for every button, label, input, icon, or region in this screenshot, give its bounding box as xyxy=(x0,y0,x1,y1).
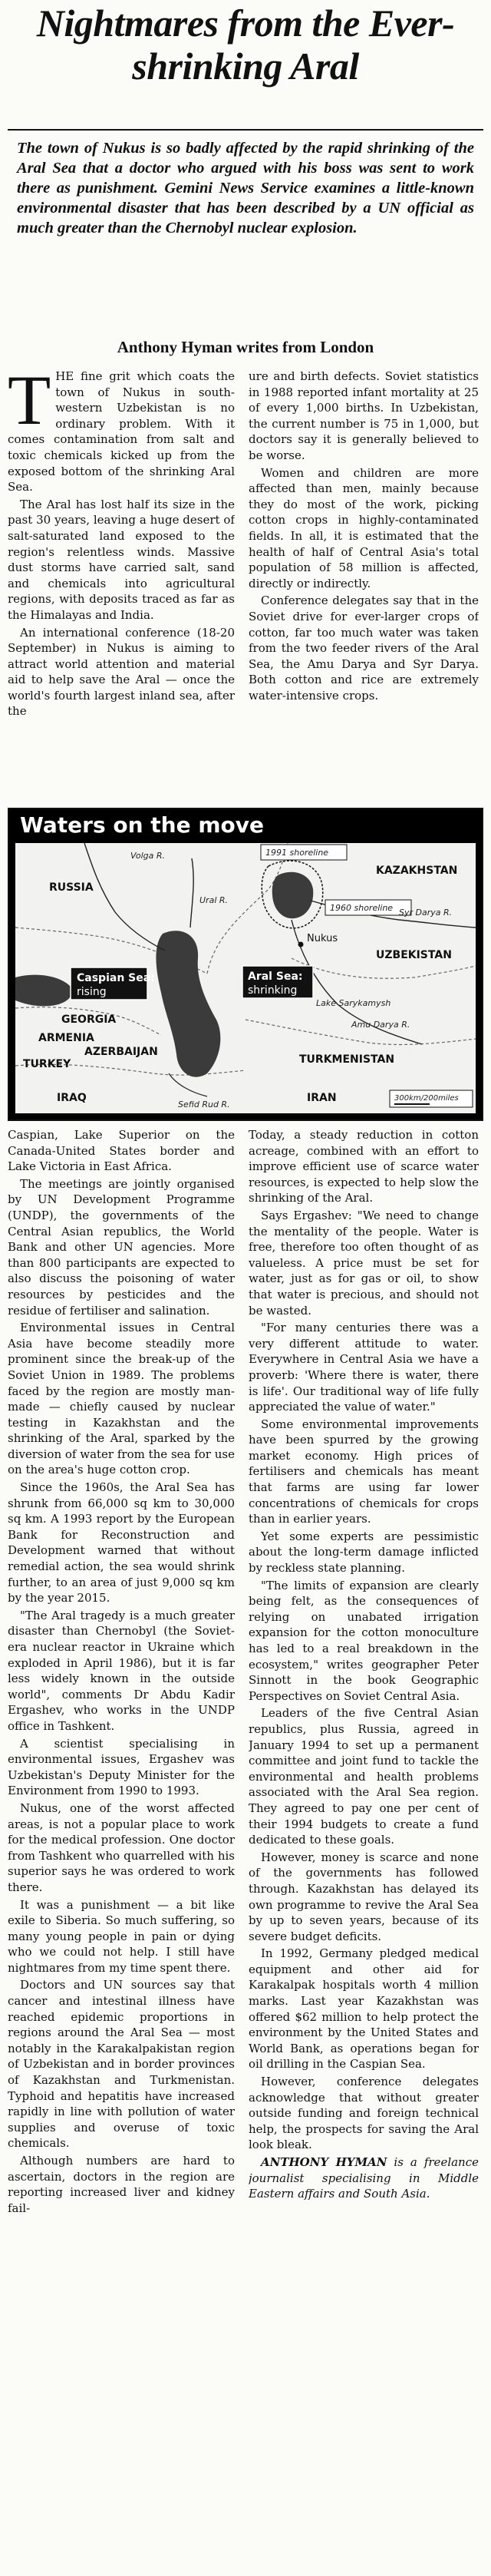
caspian-callout-state: rising xyxy=(77,986,107,998)
paragraph: "The limits of expansion are clearly being felt, as the consequences of relying on unabated irrigation expansion for the cotton monoculture has led to a real breakdown in the ecosystem," writes geographer Peter Sinnott in the book Geographic Perspectives on Soviet Central Asia. xyxy=(249,1578,479,1703)
aral-callout-title: Aral Sea: xyxy=(248,971,303,983)
paragraph: Since the 1960s, the Aral Sea has shrunk from 66,000 sq km to 30,000 sq km. A 1993 report by the European Bank for Reconstruction and Development warned that without remedial action, the sea would shrink further, to an area of just 9,000 sq km by the year 2015. xyxy=(8,1480,235,1605)
label-turkey: TURKEY xyxy=(23,1058,71,1070)
paragraph: Leaders of the five Central Asian republics, plus Russia, agreed in January 1994 to set up a permanent committee and joint fund to tackle the environmental and health problems associated with the Aral Sea region. They agreed to pay one per cent of their 1994 budgets to create a fund dedicated to these goals. xyxy=(249,1706,479,1847)
paragraph: "For many centuries there was a very different attitude to water. Everywhere in Central Asia we have a proverb: 'Where there is water, there is life'. Our traditional way of life fully appreciated the value of water." xyxy=(249,1321,479,1414)
paragraph: Caspian, Lake Superior on the Canada-United States border and Lake Victoria in East Africa. xyxy=(8,1128,235,1174)
paragraph: An international conference (18-20 September) in Nukus is aiming to attract world attention and material aid to help save the Aral — once the world's fourth largest inland sea, after the xyxy=(8,625,235,719)
label-azerbaijan: AZERBAIJAN xyxy=(84,1046,158,1058)
article-column-3 xyxy=(8,1127,235,2569)
paragraph: In 1992, Germany pledged medical equipment and other aid for Karakalpak hospitals worth 4 million marks. Last year Kazakhstan was offered $62 million to help protect the environment by the United States and World Bank, as operations began for oil drilling in the Caspian Sea. xyxy=(249,1946,479,2072)
paragraph: Although numbers are hard to ascertain, doctors in the region are reporting increased liver and kidney fail- xyxy=(8,2154,235,2215)
paragraph: THE fine grit which coats the town of Nukus in south-western Uzbekistan is no ordinary problem. With it comes contamination from salt and toxic chemicals kicked up from the exposed bottom of the shrinking Aral Sea. xyxy=(8,369,235,494)
article-column-1 xyxy=(8,369,235,799)
paragraph: Environmental issues in Central Asia have become steadily more prominent since the break-up of the Soviet Union in 1989. The problems faced by the region are mostly man-made — chiefly caused by nuclear testing in Kazakhstan and the shrinking of the Aral, sparked by the diversion of water from the sea for use on the area's huge cotton crop. xyxy=(8,1321,235,1477)
label-sefid-rud-river: Sefid Rud R. xyxy=(178,1100,230,1109)
paragraph: A scientist specialising in environmental issues, Ergashev was Uzbekistan's Deputy Minister for the Environment from 1990 to 1993. xyxy=(8,1736,235,1798)
label-uzbekistan: UZBEKISTAN xyxy=(376,949,452,961)
paragraph: However, conference delegates acknowledge that without greater outside funding and foreign technical help, the prospects for saving the Aral look bleak. xyxy=(249,2075,479,2152)
scale-label: 300km/200miles xyxy=(394,1094,459,1103)
headline: Nightmares from the Ever-shrinking Aral xyxy=(36,2,455,88)
standfirst: The town of Nukus is so badly affected by the rapid shrinking of the Aral Sea that a doctor who argued with his boss was sent to work there as punishment. Gemini News Service examines a little-known environmental disaster that has been described by a UN official as much greater than the Chernobyl nuclear explosion. xyxy=(17,140,474,236)
nukus-marker xyxy=(298,942,304,947)
article-column-4 xyxy=(249,1127,479,2569)
author-name: ANTHONY HYMAN xyxy=(261,2155,387,2169)
drop-cap: T xyxy=(8,369,51,439)
label-iran: IRAN xyxy=(307,1092,337,1104)
paragraph: "The Aral tragedy is a much greater disaster than Chernobyl (the Soviet-era nuclear reactor in Ukraine which exploded in April 1986), but it is far less widely known in the outside world", comments Dr Abdu Kadir Ergashev, who works in the UNDP office in Tashkent. xyxy=(8,1608,235,1733)
author-bio: is a freelance journalist specialising in Middle Eastern affairs and South Asia. xyxy=(249,2155,479,2201)
paragraph: Doctors and UN sources say that cancer and intestinal illness have reached epidemic proportions in regions around the Aral Sea — most notably in the Karakalpakistan region of Uzbekistan and in border provinces of Kazakhstan and Turkmenistan. Typhoid and hepatitis have increased rapidly in line with pollution of water supplies and overuse of toxic chemicals. xyxy=(8,1978,235,2151)
label-turkmenistan: TURKMENISTAN xyxy=(299,1053,395,1066)
paragraph: Says Ergashev: "We need to change the mentality of the people. Water is free, therefore too often thought of as valueless. A price must be set for water, just as for gas or oil, to show that water is precious, and should not be wasted. xyxy=(249,1208,479,1318)
paragraph: The Aral has lost half its size in the past 30 years, leaving a huge desert of salt-saturated land exposed to the region's relentless winds. Massive dust storms have carried salt, sand and chemicals into agricultural regions, with deposits traced as far as the Himalayas and India. xyxy=(8,497,235,622)
caspian-callout-title: Caspian Sea: xyxy=(77,972,155,984)
paragraph: It was a punishment — a bit like exile to Siberia. So much suffering, so many young people in pain or dying who we could not help. I still have nightmares from my time spent there. xyxy=(8,1897,235,1975)
label-volga-river: Volga R. xyxy=(130,851,166,861)
legend-1991-label: 1991 shoreline xyxy=(265,848,329,858)
paragraph: Women and children are more affected than men, mainly because they do most of the work, picking cotton crops in highly-contaminated fields. In all, it is estimated that the health of half of Central Asia's total population of 58 million is affected, directly or indirectly. xyxy=(249,465,479,590)
paragraph: Today, a steady reduction in cotton acreage, combined with an effort to improve efficient use of scarce water resources, is expected to help slow the shrinking of the Aral. xyxy=(249,1128,479,1205)
label-syr-darya-river: Syr Darya R. xyxy=(399,908,453,918)
paragraph: Some environmental improvements have been spurred by the growing market economy. High prices of fertilisers and chemicals has meant that farms are using far lower concentrations of chemicals for crops than in earlier years. xyxy=(249,1417,479,1526)
label-georgia: GEORGIA xyxy=(61,1014,117,1026)
author-footnote xyxy=(249,2154,479,2202)
label-lake-sarykamysh: Lake Sarykamysh xyxy=(316,998,391,1008)
article-column-2 xyxy=(249,369,479,799)
label-nukus: Nukus xyxy=(307,933,338,944)
headline-rule xyxy=(8,129,483,131)
label-amu-darya-river: Amu Darya R. xyxy=(351,1020,410,1030)
map-figure xyxy=(8,808,483,1121)
label-kazakhstan: KAZAKHSTAN xyxy=(376,865,458,877)
paragraph: Conference delegates say that in the Soviet drive for ever-larger crops of cotton, far too much water was taken from the two feeder rivers of the Aral Sea, the Amu Darya and Syr Darya. Both cotton and rice are extremely water-intensive crops. xyxy=(249,594,479,703)
label-russia: RUSSIA xyxy=(49,881,94,894)
label-ural-river: Ural R. xyxy=(199,895,229,905)
paragraph: ure and birth defects. Soviet statistics in 1988 reported infant mortality at 25 of every 1,000 births. In Uzbekistan, the current number is 75 in 1,000, but doctors say it is generally believed to be worse. xyxy=(249,369,479,462)
label-armenia: ARMENIA xyxy=(38,1032,94,1044)
aral-callout-state: shrinking xyxy=(248,984,298,997)
paragraph: However, money is scarce and none of the governments has followed through. Kazakhstan has delayed its own programme to revive the Aral Sea by up to seven years, because of its severe budget deficits. xyxy=(249,1850,479,1943)
legend-1960-label: 1960 shoreline xyxy=(330,903,394,913)
label-iraq: IRAQ xyxy=(57,1092,87,1104)
byline: Anthony Hyman writes from London xyxy=(117,338,374,356)
aral-sea-shape xyxy=(272,872,313,918)
region-map xyxy=(15,843,476,1113)
map-title: Waters on the move xyxy=(20,812,265,838)
paragraph: The meetings are jointly organised by UN Development Programme (UNDP), the governments of the Central Asian republics, the World Bank and other UN agencies. More than 800 participants are expected to also discuss the poisoning of water resources by pesticides and the residue of fertiliser and salination. xyxy=(8,1176,235,1318)
paragraph: Nukus, one of the worst affected areas, is not a popular place to work for the medical profession. One doctor from Tashkent who quarrelled with his superior says he was ordered to work there. xyxy=(8,1801,235,1894)
paragraph: Yet some experts are pessimistic about the long-term damage inflicted by reckless state planning. xyxy=(249,1529,479,1576)
